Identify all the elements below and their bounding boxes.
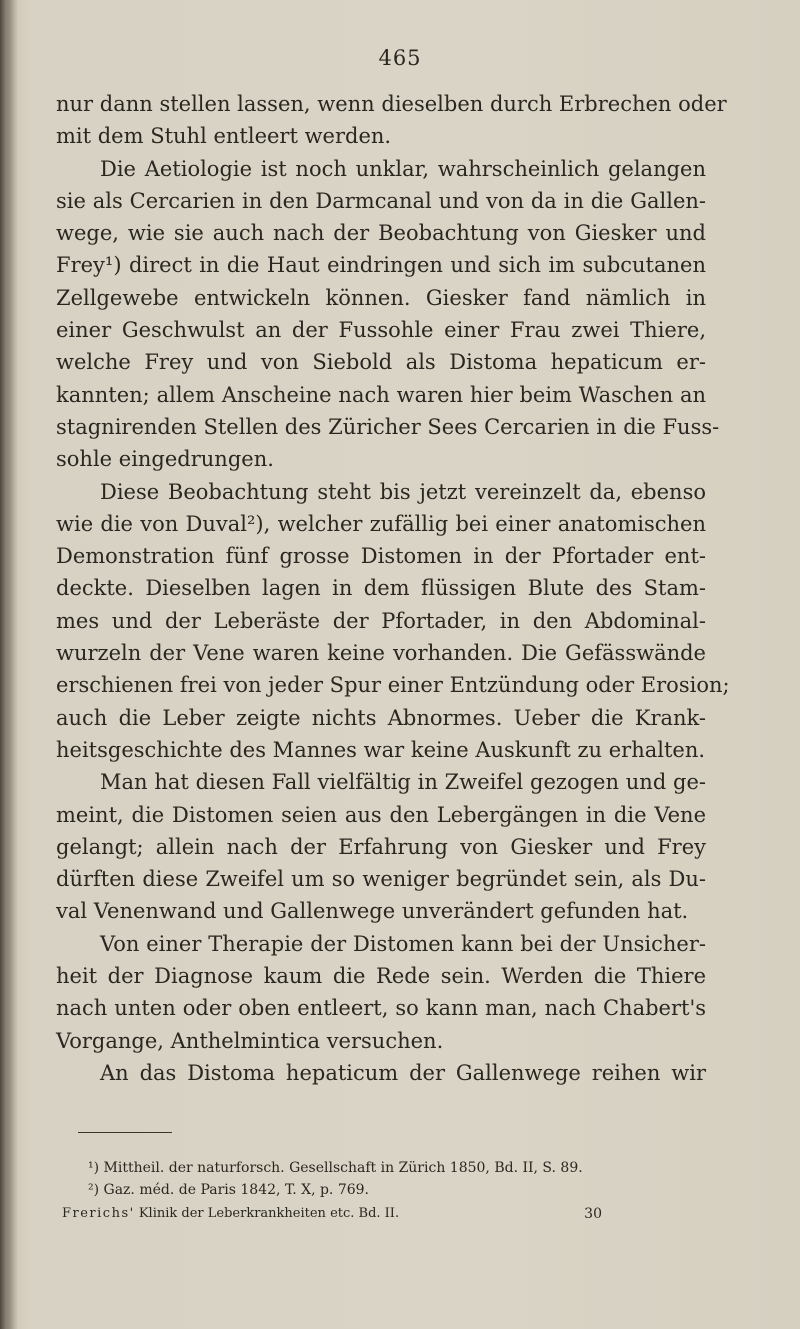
signature-title: Klinik der Leberkrankheiten etc. Bd. II. — [138, 1206, 400, 1221]
text-line: auch die Leber zeigte nichts Abnormes. Ueber die Krank- — [56, 705, 706, 730]
text-line: sohle eingedrungen. — [56, 447, 274, 472]
text-line: heitsgeschichte des Mannes war keine Auskunft zu erhalten. — [56, 737, 706, 762]
text-line: mes und der Leberäste der Pfortader, in den Abdominal- — [56, 608, 706, 633]
text-line: Von einer Therapie der Distomen kann bei der Unsicher- — [100, 931, 706, 956]
text-line: Demonstration fünf grosse Distomen in der Pfortader ent- — [56, 544, 706, 569]
text-line: gelangt; allein nach der Erfahrung von Giesker und Frey — [56, 834, 706, 859]
text-line: dürften diese Zweifel um so weniger begründet sein, als Du- — [56, 867, 706, 892]
text-line: sie als Cercarien in den Darmcanal und von da in die Gallen- — [56, 188, 706, 213]
text-line: nach unten oder oben entleert, so kann man, nach Chabert's — [56, 996, 706, 1021]
text-line: Die Aetiologie ist noch unklar, wahrscheinlich gelangen — [100, 156, 706, 181]
footnote: ¹) Mittheil. der naturforsch. Gesellschaft in Zürich 1850, Bd. II, S. 89. — [88, 1160, 583, 1176]
footnote-rule — [78, 1132, 172, 1133]
text-line: kannten; allem Anscheine nach waren hier beim Waschen an — [56, 382, 706, 407]
signature-author: Frerichs' — [62, 1206, 135, 1221]
text-line: mit dem Stuhl entleert werden. — [56, 124, 392, 149]
text-line: Vorgange, Anthelmintica versuchen. — [56, 1028, 444, 1053]
text-line: Frey¹) direct in die Haut eindringen und sich im subcutanen — [56, 253, 706, 278]
text-line: deckte. Dieselben lagen in dem flüssigen Blute des Stam- — [56, 576, 706, 601]
text-line: nur dann stellen lassen, wenn dieselben durch Erbrechen oder — [56, 92, 727, 116]
body-text — [56, 88, 730, 1089]
text-line: Diese Beobachtung steht bis jetzt vereinzelt da, ebenso — [100, 479, 706, 504]
text-line: Zellgewebe entwickeln können. Giesker fand nämlich in — [56, 285, 706, 310]
footnote: ²) Gaz. méd. de Paris 1842, T. X, p. 769. — [88, 1182, 370, 1198]
text-line: wurzeln der Vene waren keine vorhanden. Die Gefässwände — [56, 641, 706, 666]
text-line: erschienen frei von jeder Spur einer Entzündung oder Erosion; — [56, 673, 730, 698]
text-line: An das Distoma hepaticum der Gallenwege reihen wir — [100, 1060, 706, 1085]
page-spine-shadow — [0, 0, 18, 1329]
text-line: einer Geschwulst an der Fussohle einer Frau zwei Thiere, — [56, 318, 706, 343]
text-line: heit der Diagnose kaum die Rede sein. Werden die Thiere — [56, 964, 706, 989]
text-line: wie die von Duval²), welcher zufällig bei einer anatomischen — [56, 511, 706, 536]
text-line: welche Frey und von Siebold als Distoma hepaticum er- — [56, 350, 706, 375]
page-number: 465 — [378, 46, 422, 70]
sheet-number: 30 — [584, 1206, 602, 1222]
text-line: wege, wie sie auch nach der Beobachtung von Giesker und — [56, 221, 706, 246]
text-line: val Venenwand und Gallenwege unverändert gefunden hat. — [56, 899, 689, 924]
signature-line — [62, 1204, 602, 1224]
text-line: Man hat diesen Fall vielfältig in Zweifel gezogen und ge- — [100, 770, 706, 795]
text-line: meint, die Distomen seien aus den Lebergängen in die Vene — [56, 802, 706, 827]
text-line: stagnirenden Stellen des Züricher Sees Cercarien in die Fuss- — [56, 414, 720, 439]
